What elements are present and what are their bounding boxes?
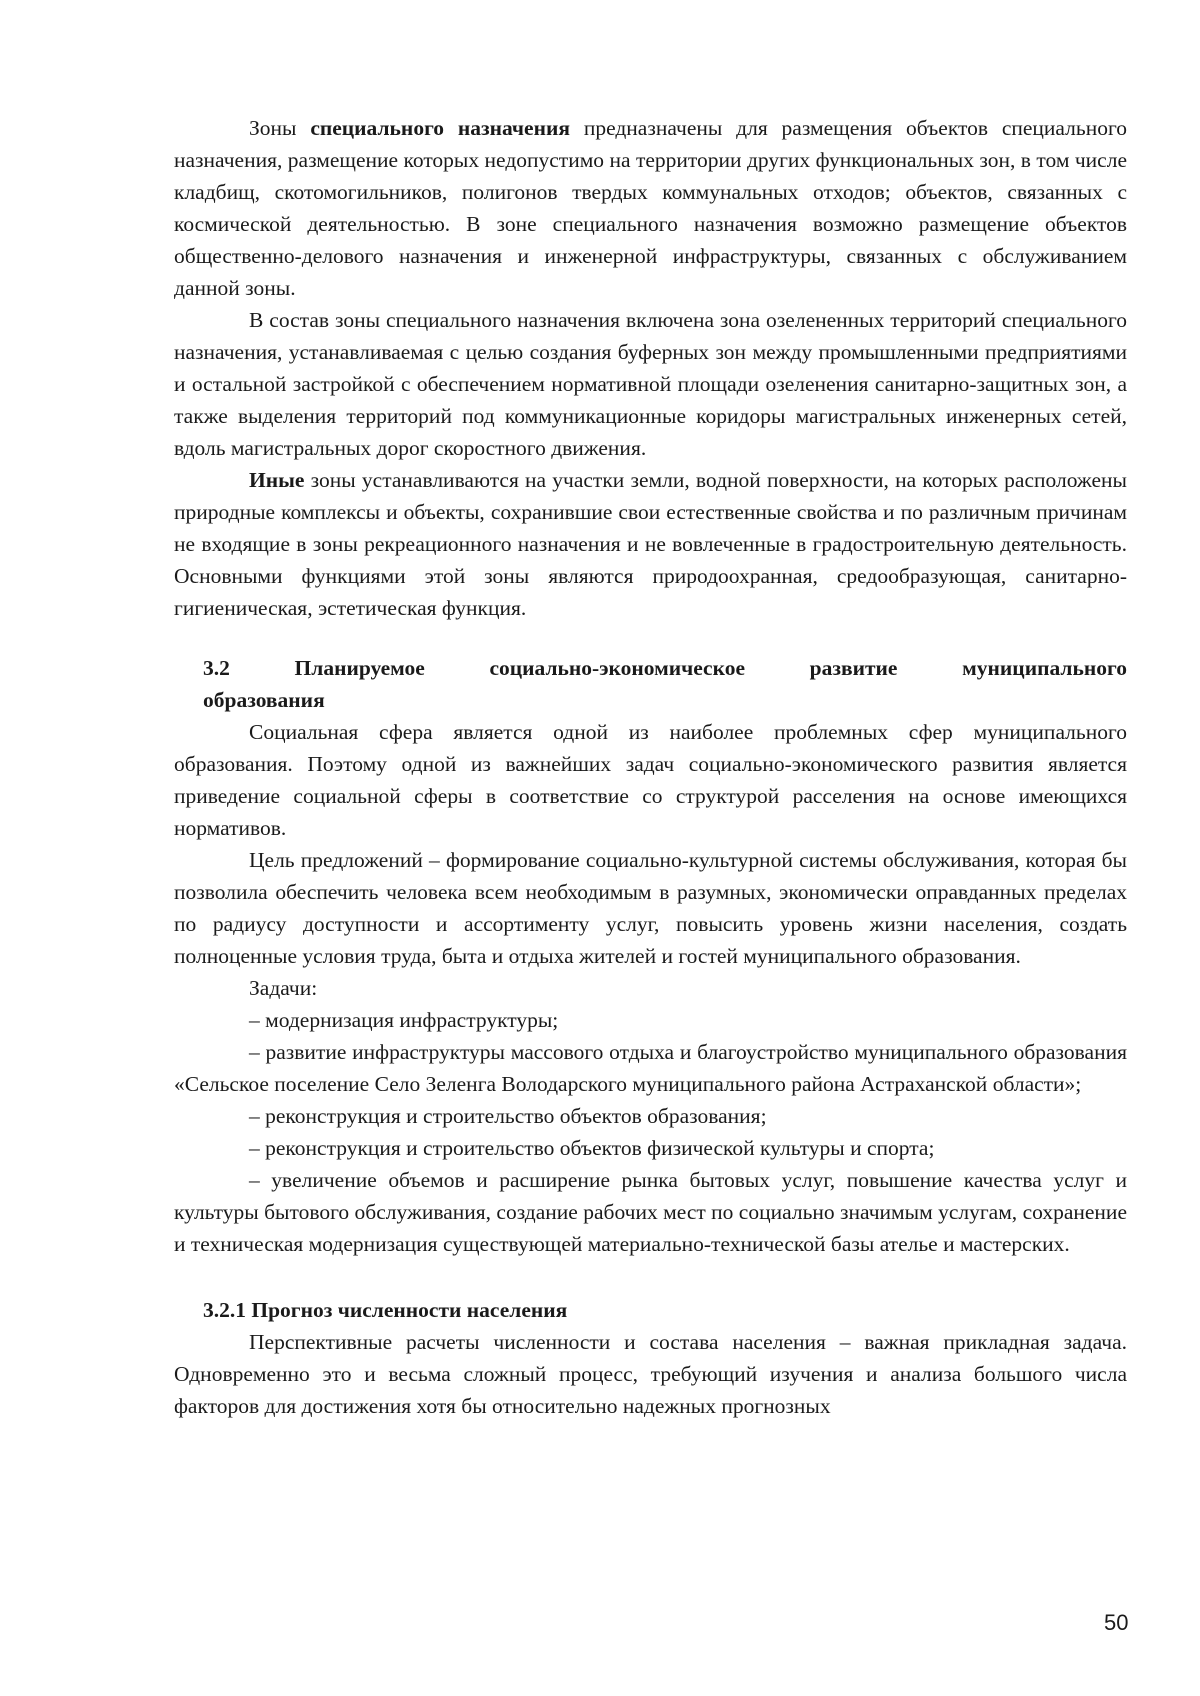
paragraph-population-forecast: Перспективные расчеты численности и состава населения – важная прикладная задача. Одновременно это и весьма сложный процесс, требующий изучения и анализа большого числа факторов для достижения хотя бы относительно надежных прогнозных (174, 1330, 1127, 1418)
tasks-label: Задачи: (249, 976, 318, 1000)
paragraph-social-sphere: Социальная сфера является одной из наиболее проблемных сфер муниципального образования. Поэтому одной из важнейших задач социально-экономического развития является приведение социальной сферы в соответствие со структурой расселения на основе имеющихся нормативов. (174, 720, 1127, 840)
list-item: – модернизация инфраструктуры; (249, 1008, 559, 1032)
page-content (174, 112, 1127, 1422)
section-heading (174, 652, 1127, 716)
page-number: 50 (1104, 1610, 1129, 1635)
section-heading-line (203, 652, 1127, 684)
list-item: – реконструкция и строительство объектов образования; (249, 1104, 767, 1128)
section-number: 3.2 (203, 656, 230, 680)
paragraph-other-zones (174, 464, 1127, 624)
section-title-word: Планируемое (294, 656, 425, 680)
bold-term: Иные (249, 468, 305, 492)
paragraph-text: Зоны (249, 116, 311, 140)
list-item: – реконструкция и строительство объектов физической культуры и спорта; (249, 1136, 935, 1160)
subsection-heading: 3.2.1 Прогноз численности населения (203, 1298, 568, 1322)
bold-term: специального назначения (310, 116, 571, 140)
paragraph-text: зоны устанавливаются на участки земли, водной поверхности, на которых расположены природные комплексы и объекты, сохранившие свои естественные свойства и по различным причинам не входящие в зоны рекреационного назначения и не вовлеченные в градостроительную деятельность. Основными функциями этой зоны являются природоохранная, средообразующая, санитарно-гигиеническая, эстетическая функция. (174, 468, 1127, 620)
section-title-word: социально-экономическое (489, 656, 745, 680)
paragraph-special-zones (174, 112, 1127, 304)
list-item: – развитие инфраструктуры массового отдыха и благоустройство муниципального образования «Сельское поселение Село Зеленга Володарского муниципального района Астраханской области»; (174, 1040, 1127, 1096)
section-title-word: муниципального (962, 656, 1127, 680)
paragraph-text: предназначены для размещения объектов специального назначения, размещение которых недопустимо на территории других функциональных зон, в том числе кладбищ, скотомогильников, полигонов твердых коммунальных отходов; объектов, связанных с космической деятельностью. В зоне специального назначения возможно размещение объектов общественно-делового назначения и инженерной инфраструктуры, связанных с обслуживанием данной зоны. (174, 116, 1127, 300)
section-title-line2: образования (203, 688, 325, 712)
paragraph-green-zones: В состав зоны специального назначения включена зона озелененных территорий специального назначения, устанавливаемая с целью создания буферных зон между промышленными предприятиями и остальной застройкой с обеспечением нормативной площади озеленения санитарно-защитных зон, а также выделения территорий под коммуникационные коридоры магистральных инженерных сетей, вдоль магистральных дорог скоростного движения. (174, 308, 1127, 460)
list-item: – увеличение объемов и расширение рынка бытовых услуг, повышение качества услуг и культуры бытового обслуживания, создание рабочих мест по социально значимым услугам, сохранение и техническая модернизация существующей материально-технической базы ателье и мастерских. (174, 1168, 1127, 1256)
paragraph-goal: Цель предложений – формирование социально-культурной системы обслуживания, которая бы позволила обеспечить человека всем необходимым в разумных, экономически оправданных пределах по радиусу доступности и ассортименту услуг, повысить уровень жизни населения, создать полноценные условия труда, быта и отдыха жителей и гостей муниципального образования. (174, 848, 1127, 968)
section-title-word: развитие (809, 656, 898, 680)
